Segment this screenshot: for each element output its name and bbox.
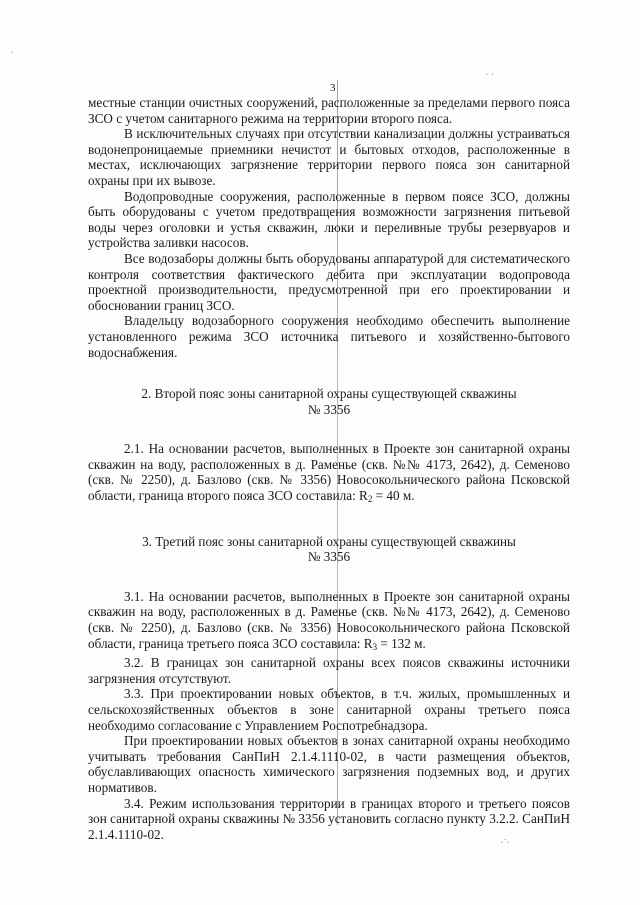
paragraph: При проектировании новых объектов в зонах санитарной охраны необходимо учитывать требования СанПиН 2.1.4.1110-02, в части размещения объектов, обуславливающих опасность химического загрязнения подземных вод, и других нормативов. <box>88 733 570 795</box>
paragraph: Владельцу водозаборного сооружения необходимо обеспечить выполнение установленного режима ЗСО источника питьевого и хозяйственно-бытового водоснабжения. <box>88 313 570 360</box>
paragraph: 3.2. В границах зон санитарной охраны всех поясов скважины источники загрязнения отсутствуют. <box>88 655 570 686</box>
paragraph: местные станции очистных сооружений, расположенные за пределами первого пояса ЗСО с учетом санитарного режима на территории второго пояса. <box>88 95 570 126</box>
scan-speck: · <box>10 48 14 59</box>
paragraph <box>88 441 570 507</box>
paragraph: В исключительных случаях при отсутствии канализации должны устраиваться водонепроницаемые приемники нечистот и бытовых отходов, расположенные в местах, исключающих загрязнение территории первого пояса зон санитарной охраны при их вывозе. <box>88 126 570 188</box>
section-heading-line: № 3356 <box>307 549 351 565</box>
section-heading <box>88 386 570 417</box>
subscript: 2 <box>367 494 373 505</box>
page-number: 3 <box>330 82 336 94</box>
section-heading-line: № 3356 <box>307 401 351 417</box>
paragraph-text: 3.1. На основании расчетов, выполненных в Проекте зон санитарной охраны скважин на воду, расположенных в д. Раменье (скв. №№ 4173, 2642), д. Семеново (скв. № 2250), д. Базлово (скв. № 3356) Новосокольнического района Псковской области, граница третьего пояса ЗСО составила: R <box>88 588 570 651</box>
paragraph: 3.3. При проектировании новых объектов, в т.ч. жилых, промышленных и сельскохозяйственных объектов в зоне санитарной охраны третьего пояса необходимо согласование с Управлением Роспотребнадзора. <box>88 686 570 733</box>
paragraph: Водопроводные сооружения, расположенные в первом поясе ЗСО, должны быть оборудованы с учетом предотвращения возможности загрязнения питьевой воды через оголовки и устья скважин, люки и переливные трубы резервуаров и устройства заливки насосов. <box>88 188 570 251</box>
section-heading <box>88 534 570 565</box>
paragraph: Все водозаборы должны быть оборудованы аппаратурой для систематического контроля соответствия фактического дебита при эксплуатации водопровода проектной производительности, предусмотренной при его проектировании и обосновании границ ЗСО. <box>88 250 570 313</box>
paragraph: 3.4. Режим использования территории в границах второго и третьего поясов зон санитарной охраны скважины № 3356 установить согласно пункту 3.2.2. СанПиН 2.1.4.1110-02. <box>88 795 570 842</box>
section-heading-line: 3. Третий пояс зоны санитарной охраны существующей скважины <box>142 533 516 549</box>
paragraph-tail: = 40 м. <box>372 488 415 504</box>
document-body <box>88 95 570 842</box>
paragraph-tail: = 132 м. <box>377 635 426 651</box>
scan-speck: ·˙· <box>500 838 510 849</box>
scan-speck: · · <box>485 70 495 81</box>
paragraph <box>88 589 570 655</box>
paragraph-text: 2.1. На основании расчетов, выполненных в Проекте зон санитарной охраны скважин на воду, расположенных в д. Раменье (скв. №№ 4173, 2642), д. Семеново (скв. № 2250), д. Базлово (скв. № 3356) Новосокольнического района Псковской области, граница второго пояса ЗСО составила: R <box>88 441 570 504</box>
section-heading-line: 2. Второй пояс зоны санитарной охраны существующей скважины <box>141 386 517 402</box>
subscript: 3 <box>372 641 378 652</box>
